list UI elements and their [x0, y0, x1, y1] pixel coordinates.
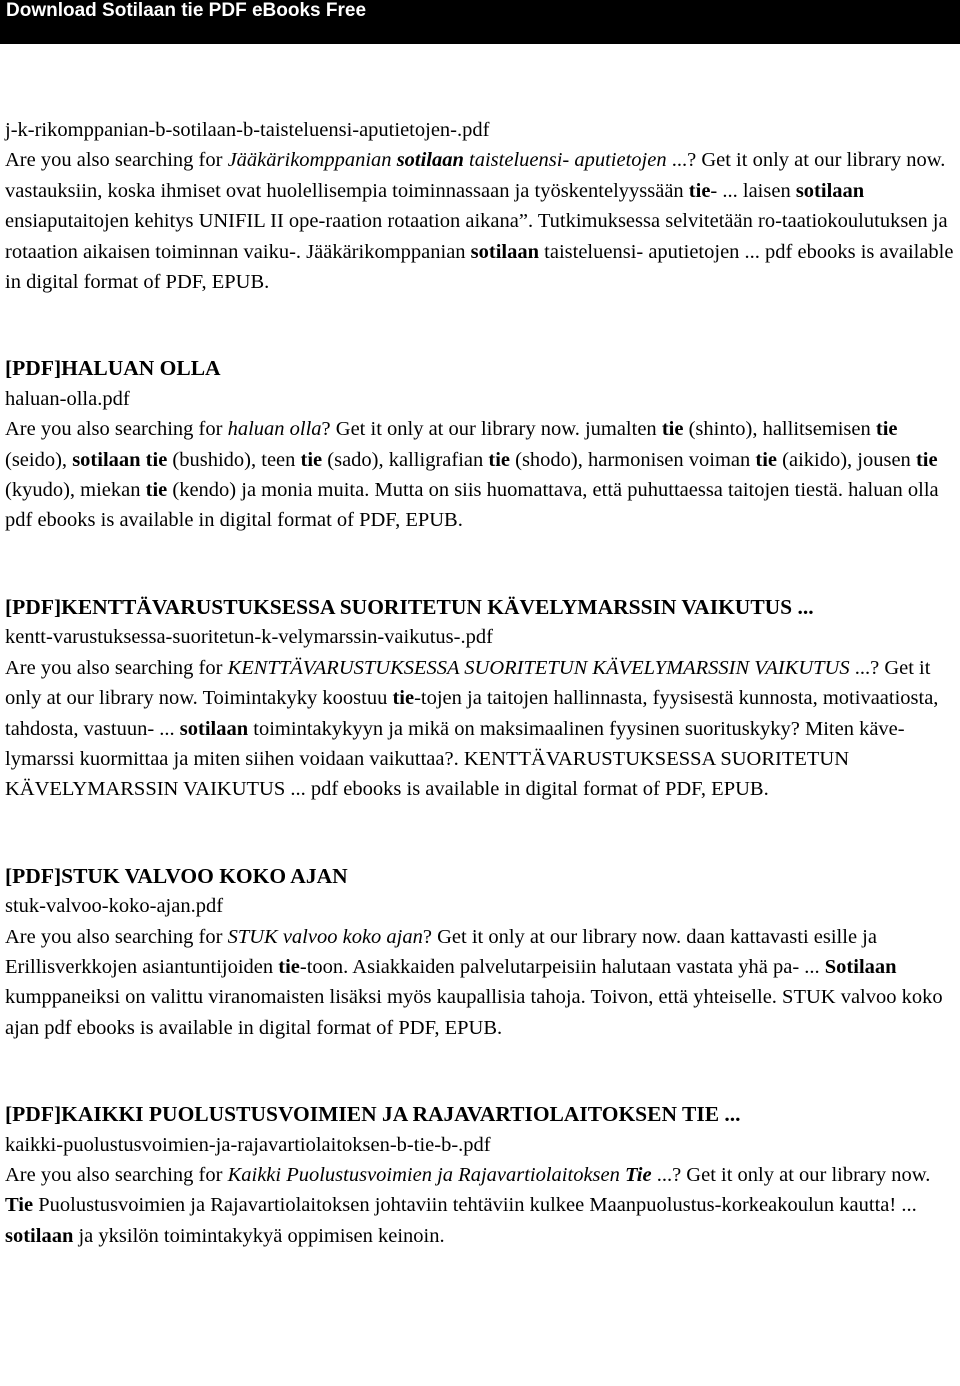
- text-run: Are you also searching for: [5, 418, 228, 441]
- keyword-highlight: sotilaan: [179, 717, 249, 740]
- keyword-highlight: tie: [755, 448, 778, 471]
- result-filename: j-k-rikomppanian-b-sotilaan-b-taisteluensi-aputietojen-.pdf: [5, 119, 490, 141]
- keyword-highlight: Tie: [5, 1194, 34, 1217]
- keyword-highlight: tie: [145, 479, 168, 502]
- result-filename: stuk-valvoo-koko-ajan.pdf: [5, 895, 224, 918]
- result-entry: [5, 115, 954, 297]
- result-entry: [5, 1099, 954, 1251]
- text-run: (shodo), harmonisen voiman: [510, 448, 756, 471]
- result-description: [5, 653, 954, 805]
- text-run: Are you also searching for: [5, 149, 228, 172]
- text-run: toimintakykyyn ja mikä on maksimaalinen fyysinen suorituskyky? Miten käve-lymarssi kuormittaa ja miten siihen voidaan vaikuttaa?. KENTTÄVARUSTUKSESSA SUORITETUN KÄVELYMARSSIN VAIKUTUS ... pdf ebooks is available in digital format of PDF, EPUB.: [5, 717, 905, 801]
- keyword-highlight: tie: [915, 448, 938, 471]
- keyword-highlight: tie: [661, 418, 684, 441]
- keyword-highlight: tie: [300, 448, 323, 471]
- text-run: (kyudo), miekan: [5, 479, 146, 502]
- search-term: haluan olla: [227, 418, 322, 441]
- text-run: Are you also searching for: [5, 656, 228, 679]
- result-description: [5, 922, 954, 1044]
- text-run: (bushido), teen: [167, 448, 301, 471]
- text-run: Are you also searching for: [5, 1163, 228, 1186]
- keyword-highlight: tie: [688, 179, 711, 202]
- text-run: taisteluensi- aputietojen ... pdf ebooks is available in digital format of PDF, EPUB.: [5, 240, 954, 294]
- text-run: (kendo) ja monia muita. Mutta on siis huomattava, että puhuttaessa taitojen tiestä. haluan olla pdf ebooks is available in digital format of PDF, EPUB.: [5, 479, 939, 532]
- keyword-highlight: sotilaan: [72, 448, 141, 471]
- result-filename: haluan-olla.pdf: [5, 387, 130, 410]
- result-entry: [5, 592, 954, 805]
- text-run: ? Get it only at our library now. jumalten: [321, 418, 662, 441]
- text-run: ...? Get it only at our library now. Toimintakyky koostuu: [5, 656, 931, 710]
- text-run: (sado), kalligrafian: [322, 448, 489, 471]
- text-run: ja yksilön toimintakykyä oppimisen keinoin.: [73, 1224, 445, 1247]
- text-run: -tojen ja taitojen hallinnasta, fyysisestä kunnosta, motivaatiosta, tahdosta, vastuun- ...: [5, 687, 939, 740]
- result-filename: kentt-varustuksessa-suoritetun-k-velymarssin-vaikutus-.pdf: [5, 626, 493, 649]
- search-term: KENTTÄVARUSTUKSESSA SUORITETUN KÄVELYMARSSIN VAIKUTUS: [227, 656, 850, 679]
- keyword-highlight: tie: [392, 687, 415, 710]
- keyword-highlight: sotilaan: [795, 179, 865, 202]
- search-term: taisteluensi- aputietojen: [463, 149, 667, 172]
- keyword-highlight: tie: [875, 418, 898, 441]
- search-term: Jääkärikomppanian: [227, 149, 397, 172]
- results-list: [0, 44, 960, 1251]
- search-term-keyword: sotilaan: [396, 149, 464, 172]
- text-run: Puolustusvoimien ja Rajavartiolaitoksen johtaviin tehtäviin kulkee Maanpuolustus-korkeakoulun kautta! ...: [33, 1194, 917, 1217]
- result-entry: [5, 861, 954, 1043]
- result-heading[interactable]: [PDF]HALUAN OLLA: [5, 356, 221, 381]
- result-heading[interactable]: [PDF]KAIKKI PUOLUSTUSVOIMIEN JA RAJAVARTIOLAITOKSEN TIE ...: [5, 1102, 741, 1127]
- result-description: [5, 145, 954, 297]
- text-run: Are you also searching for: [5, 925, 228, 948]
- keyword-highlight: tie: [488, 448, 510, 471]
- text-run: ...? Get it only at our library now. vastauksiin, koska ihmiset ovat huolellisempia toiminnassaan ja työskentelyyssään: [5, 149, 946, 202]
- result-filename: kaikki-puolustusvoimien-ja-rajavartiolaitoksen-b-tie-b-.pdf: [5, 1133, 491, 1156]
- page-header: [0, 0, 960, 44]
- text-run: -toon. Asiakkaiden palvelutarpeisiin halutaan vastata yhä pa- ...: [299, 955, 825, 978]
- text-run: (seido),: [5, 448, 73, 471]
- keyword-highlight: tie: [145, 448, 168, 471]
- text-run: ...? Get it only at our library now.: [651, 1163, 931, 1186]
- result-entry: [5, 353, 954, 535]
- result-heading[interactable]: [PDF]STUK VALVOO KOKO AJAN: [5, 863, 348, 888]
- keyword-highlight: Sotilaan: [824, 955, 897, 978]
- text-run: ensiaputaitojen kehitys UNIFIL II ope-raation rotaation aikana”. Tutkimuksessa selvitetään ro-taatiokoulutuksen ja rotaation aikaisen toiminnan vaiku-. Jääkärikomppanian: [5, 210, 948, 263]
- keyword-highlight: tie: [278, 955, 300, 978]
- text-run: kumppaneiksi on valittu viranomaisten lisäksi myös kaupallisia tahoja. Toivon, että yhteiselle. STUK valvoo koko ajan pdf ebooks is available in digital format of PDF, EPUB.: [5, 986, 943, 1039]
- text-run: - ... laisen: [710, 179, 796, 202]
- page-title: Download Sotilaan tie PDF eBooks Free: [6, 0, 367, 21]
- text-run: (aikido), jousen: [777, 448, 916, 471]
- search-term: STUK valvoo koko ajan: [227, 925, 423, 948]
- search-term-keyword: Tie: [625, 1163, 652, 1186]
- keyword-highlight: sotilaan: [470, 240, 540, 263]
- text-run: ? Get it only at our library now. daan kattavasti esille ja Erillisverkkojen asiantuntijoiden: [5, 925, 877, 978]
- search-term: Kaikki Puolustusvoimien ja Rajavartiolaitoksen: [227, 1163, 625, 1186]
- result-heading[interactable]: [PDF]KENTTÄVARUSTUKSESSA SUORITETUN KÄVELYMARSSIN VAIKUTUS ...: [5, 594, 814, 619]
- keyword-highlight: sotilaan: [5, 1224, 74, 1247]
- result-description: [5, 1160, 954, 1251]
- text-run: (shinto), hallitsemisen: [683, 418, 876, 441]
- result-description: [5, 414, 954, 536]
